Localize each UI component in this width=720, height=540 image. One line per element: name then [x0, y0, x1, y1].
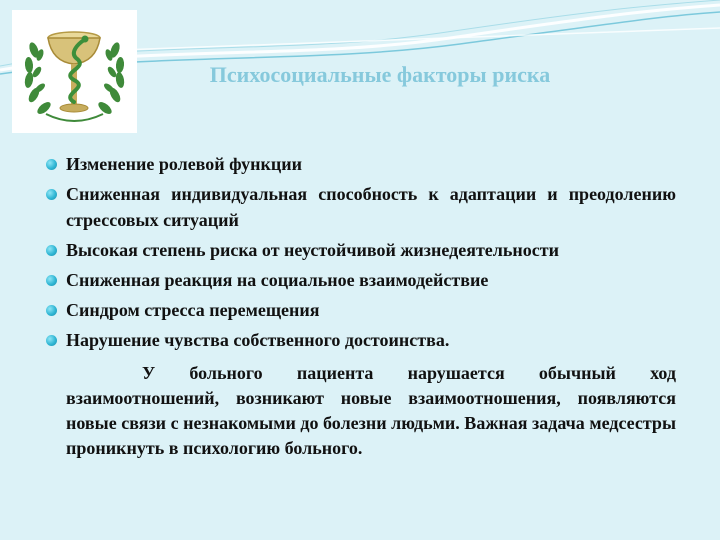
bullet-item [46, 267, 676, 293]
bullet-dot-icon [46, 245, 57, 256]
bullet-text: Нарушение чувства собственного достоинства. [66, 330, 450, 350]
bullet-dot-icon [46, 275, 57, 286]
bullet-text: Высокая степень риска от неустойчивой жизнедеятельности [66, 240, 559, 260]
bullet-dot-icon [46, 335, 57, 346]
bullet-dot-icon [46, 159, 57, 170]
bullet-item [46, 327, 676, 353]
bullet-item [46, 151, 676, 177]
bullet-dot-icon [46, 189, 57, 200]
bullet-text: Синдром стресса перемещения [66, 300, 320, 320]
bullet-text: Сниженная индивидуальная способность к адаптации и преодолению стрессовых ситуаций [66, 184, 676, 230]
bullet-text: Изменение ролевой функции [66, 154, 303, 174]
bullet-item [46, 297, 676, 323]
bullet-text: Сниженная реакция на социальное взаимодействие [66, 270, 489, 290]
bullet-list [46, 151, 676, 353]
bowl-of-hygieia-icon [12, 10, 137, 133]
slide-content [46, 151, 676, 461]
emblem [12, 10, 137, 133]
bullet-item [46, 181, 676, 233]
bullet-item [46, 237, 676, 263]
summary-paragraph: У больного пациента нарушается обычный ход взаимоотношений, возникают новые взаимоотношения, появляются новые связи с незнакомыми до болезни людьми. Важная задача медсестры проникнуть в психологию больного. [66, 363, 676, 458]
bullet-dot-icon [46, 305, 57, 316]
slide-title: Психосоциальные факторы риска [209, 62, 551, 87]
